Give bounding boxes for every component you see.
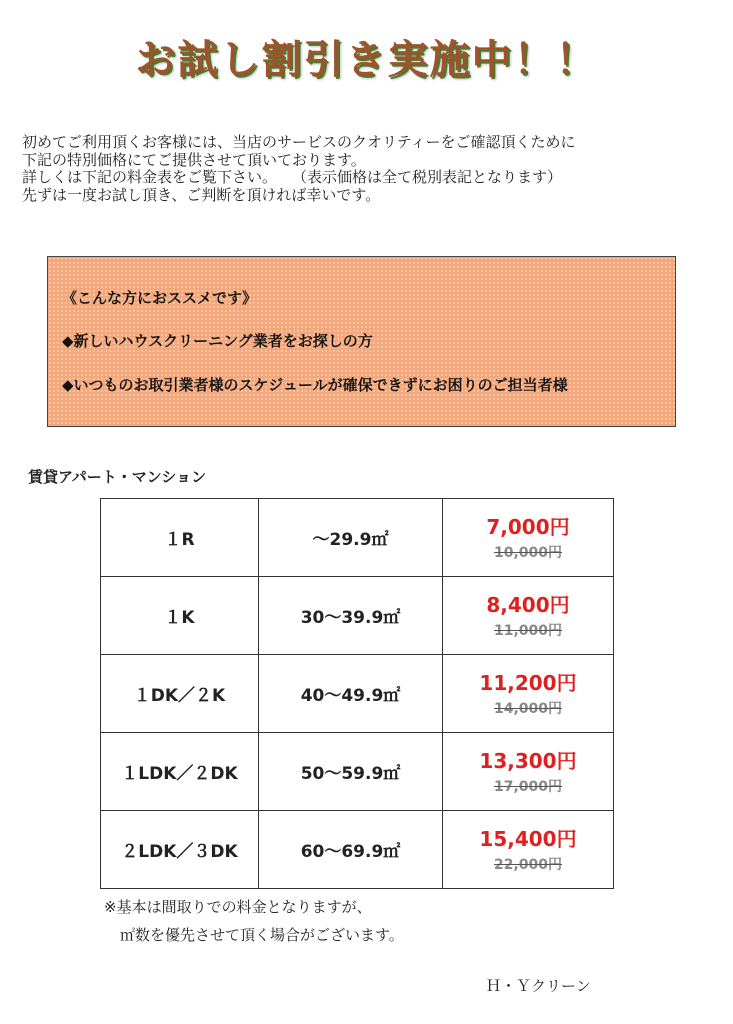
discount-price: 7,000円 bbox=[486, 515, 570, 539]
table-row bbox=[101, 655, 614, 733]
intro-line: 詳しくは下記の料金表をご覧下さい。 （表示価格は全て税別表記となります） bbox=[22, 168, 563, 186]
page-title: お試し割引き実施中！！ bbox=[135, 37, 598, 83]
price-cell bbox=[443, 655, 614, 733]
recommendation-item: ◆いつものお取引業者様のスケジュールが確保できずにお困りのご担当者様 bbox=[62, 376, 568, 394]
intro-text bbox=[22, 134, 722, 204]
recommendation-item: ◆新しいハウスクリーニング業者をお探しの方 bbox=[62, 332, 373, 350]
original-price: 10,000円 bbox=[493, 545, 563, 561]
discount-price: 13,300円 bbox=[479, 749, 577, 773]
recommendation-box bbox=[47, 256, 676, 427]
footnote-line: ※基本は間取りでの料金となりますが、 bbox=[104, 898, 372, 916]
area-cell: 50～59.9㎡ bbox=[259, 733, 443, 811]
section-heading: 賃貸アパート・マンション bbox=[28, 468, 207, 486]
footnote bbox=[104, 893, 404, 949]
discount-price: 15,400円 bbox=[479, 827, 577, 851]
original-price: 22,000円 bbox=[493, 857, 563, 873]
table-row bbox=[101, 499, 614, 577]
area-cell: 30～39.9㎡ bbox=[259, 577, 443, 655]
area-cell: 60～69.9㎡ bbox=[259, 811, 443, 889]
intro-line: 初めてご利用頂くお客様には、当店のサービスのクオリティーをご確認頂くために bbox=[22, 133, 576, 151]
price-cell bbox=[443, 577, 614, 655]
original-price: 14,000円 bbox=[493, 701, 563, 717]
room-type-cell: １K bbox=[101, 577, 259, 655]
footnote-line: ㎡数を優先させて頂く場合がございます。 bbox=[120, 926, 404, 944]
room-type-cell: １DK／２K bbox=[101, 655, 259, 733]
intro-line: 下記の特別価格にてご提供させて頂いております。 bbox=[22, 150, 366, 169]
original-price: 17,000円 bbox=[493, 779, 563, 795]
room-type-cell: １R bbox=[101, 499, 259, 577]
price-table bbox=[100, 498, 614, 889]
discount-price: 8,400円 bbox=[486, 593, 570, 617]
area-cell: ～29.9㎡ bbox=[259, 499, 443, 577]
area-cell: 40～49.9㎡ bbox=[259, 655, 443, 733]
company-signature: Ｈ・Ｙクリーン bbox=[486, 977, 591, 995]
discount-price: 11,200円 bbox=[479, 671, 577, 695]
table-row bbox=[101, 811, 614, 889]
intro-line: 先ずは一度お試し頂き、ご判断を頂ければ幸いです。 bbox=[22, 185, 381, 204]
original-price: 11,000円 bbox=[493, 623, 563, 639]
room-type-cell: ２LDK／３DK bbox=[101, 811, 259, 889]
price-cell bbox=[443, 733, 614, 811]
table-row bbox=[101, 577, 614, 655]
price-cell bbox=[443, 499, 614, 577]
table-row bbox=[101, 733, 614, 811]
room-type-cell: １LDK／２DK bbox=[101, 733, 259, 811]
recommendation-title: 《こんな方におススメです》 bbox=[62, 289, 258, 307]
price-cell bbox=[443, 811, 614, 889]
